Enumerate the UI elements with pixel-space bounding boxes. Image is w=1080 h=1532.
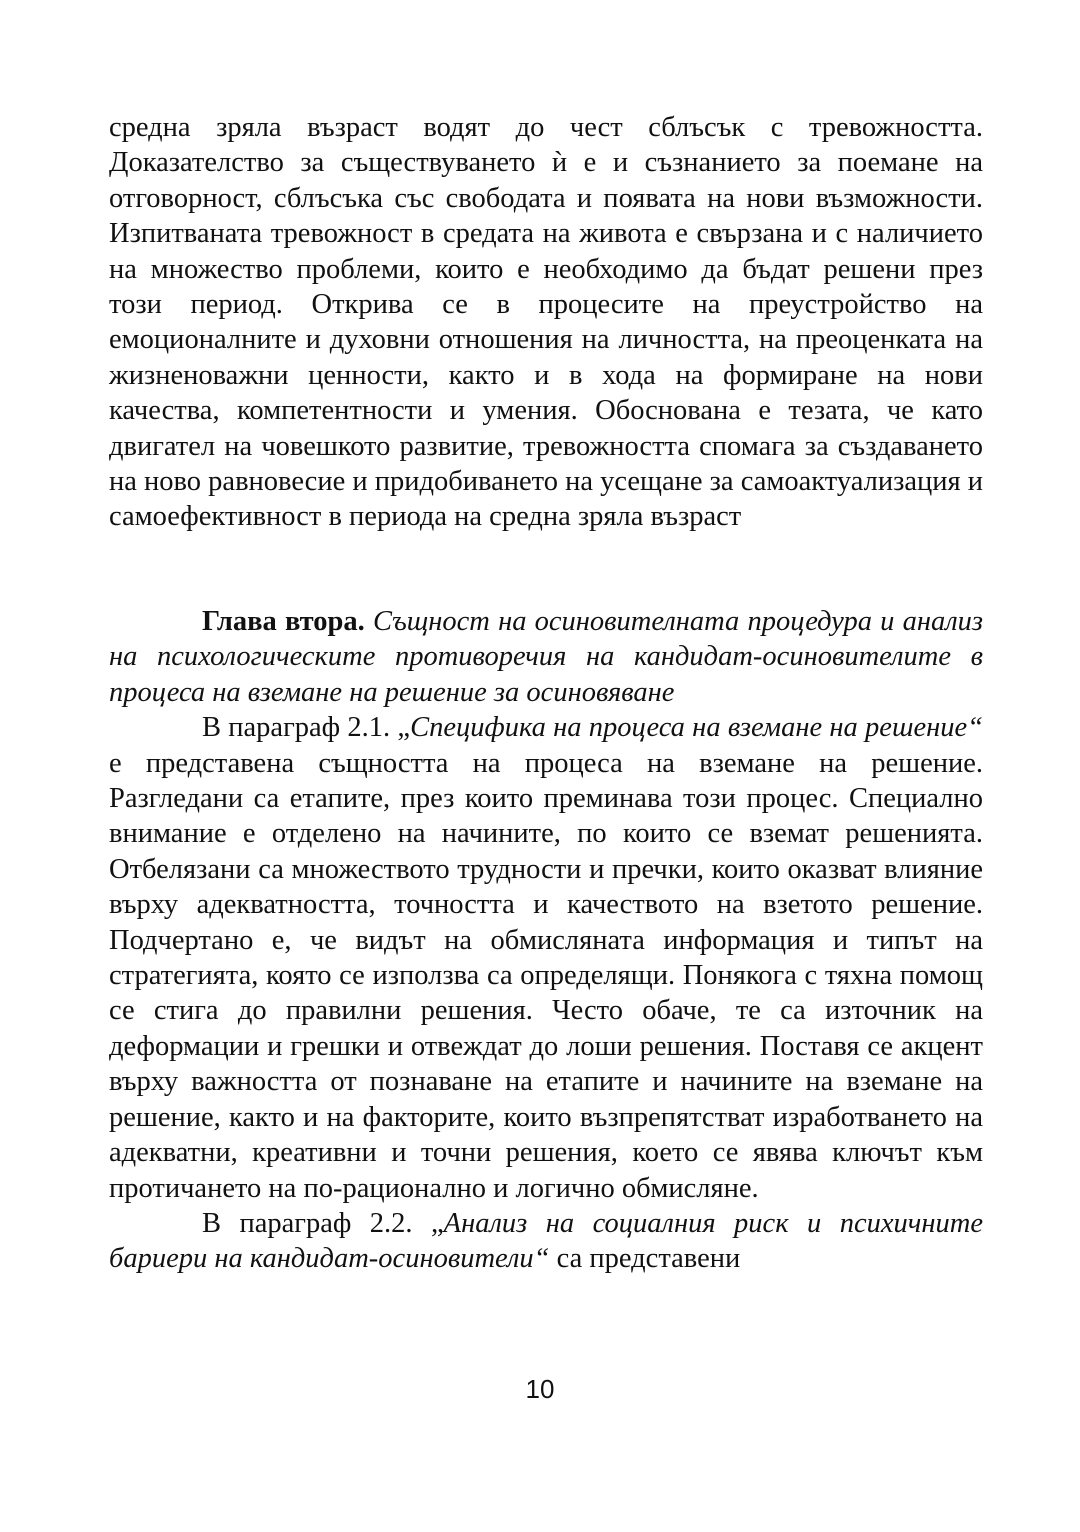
chapter-heading (109, 604, 983, 710)
section-2-1-title: Специфика на процеса на вземане на решение“ (410, 712, 983, 744)
intro-paragraph: средна зряла възраст водят до чест сблъсък с тревожността. Доказателство за съществуването ѝ е и съзнанието за поемане на отговорност, сблъсъка със свободата и появата на нови възможности. Изпитваната тревожност в средата на живота е свързана и с наличието на множество проблеми, които е необходимо да бъдат решени през този период. Открива се в процесите на преустройство на емоционалните и духовни отношения на личността, на преоценката на жизненоважни ценности, както и в хода на формиране на нови качества, компетентности и умения. Обоснована е тезата, че като двигател на човешкото развитие, тревожността спомага за създаването на ново равновесие и придобиването на усещане за самоактуализация и самоефективност в периода на средна зряла възраст (109, 112, 983, 533)
chapter-two-block (109, 604, 983, 1277)
intro-text-block (109, 110, 983, 535)
section-2-2-title: Анализ на социалния риск и психичните бариери на кандидат-осиновители“ (109, 1207, 983, 1275)
section-2-1-paragraph (109, 710, 983, 1206)
page-number: 10 (525, 1374, 555, 1404)
section-2-1-body: е представена същността на процеса на вземане на решение. Разгледани са етапите, през които преминава този процес. Специално внимание е отделено на начините, по които се вземат решенията. Отбелязани са множеството трудности и пречки, които оказват влияние върху адекватността, точността и качеството на взетото решение. Подчертано е, че видът на обмисляната информация и типът на стратегията, която се използва са определящи. Понякога с тяхна помощ се стига до правилни решения. Често обаче, те са източник на деформации и грешки и отвеждат до лоши решения. Поставя се акцент върху важността от познаване на етапите и начините на вземане на решение, както и на факторите, които възпрепятстват изработването на адекватни, креативни и точни решения, което се явява ключът към протичането на по-рационално и логично обмисляне. (109, 747, 983, 1204)
chapter-label: Глава втора. (202, 606, 365, 637)
section-2-2-body: са представени (549, 1243, 741, 1275)
section-2-2-paragraph (109, 1206, 983, 1277)
section-2-1-lead: В параграф 2.1. „ (202, 712, 411, 744)
section-2-2-lead: В параграф 2.2. „ (202, 1207, 444, 1239)
chapter-title: Същност на осиновителната процедура и анализ на психологическите противоречия на кандидат-осиновителите в процеса на вземане на решение за осиновяване (109, 606, 983, 708)
